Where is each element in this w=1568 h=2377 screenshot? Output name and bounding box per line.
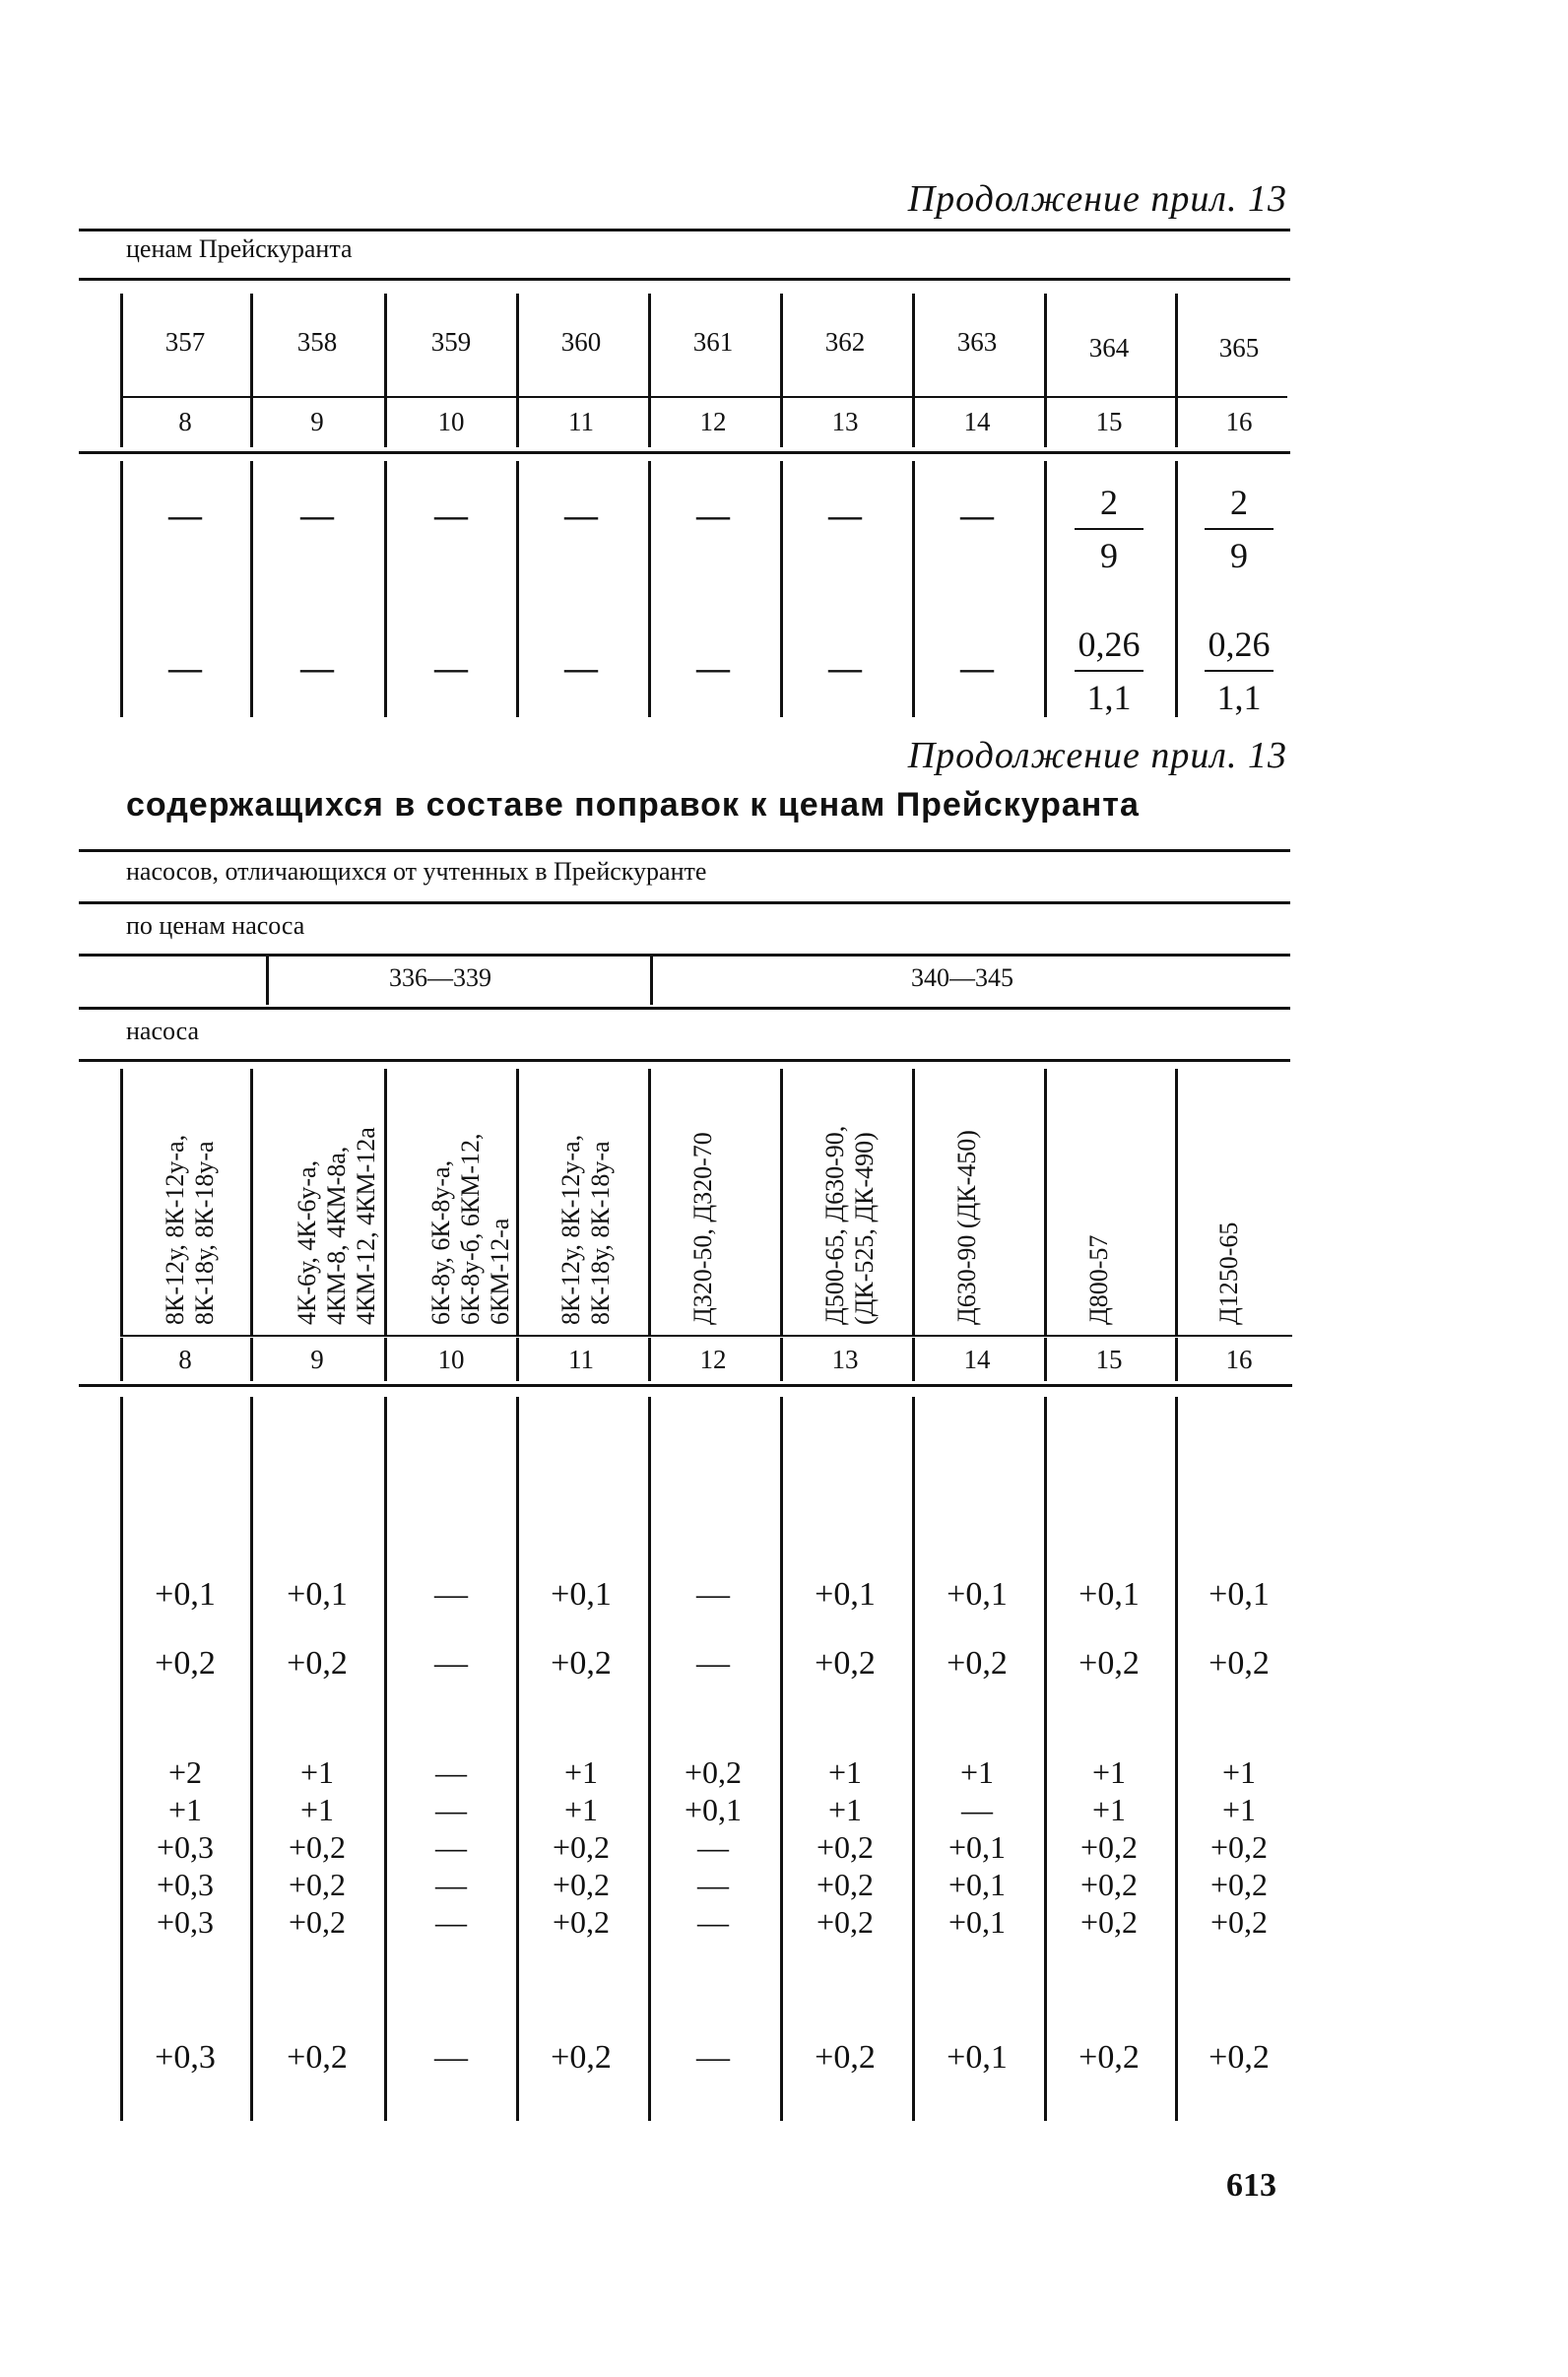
value-cell: — xyxy=(434,2039,468,2076)
rule xyxy=(516,461,519,717)
value-cell: +0,3 xyxy=(155,2039,216,2076)
rule xyxy=(120,1069,123,1335)
value-cell: +0,1 xyxy=(1078,1576,1140,1613)
rule xyxy=(780,294,783,397)
rule xyxy=(120,294,123,397)
rule xyxy=(780,398,783,447)
pump-name: Д630-90 (ДК-450) xyxy=(952,1130,981,1325)
rule xyxy=(120,1335,1292,1337)
dash-cell: — xyxy=(696,650,730,687)
fraction-cell xyxy=(1050,623,1168,719)
value-cell: +0,2 xyxy=(287,2039,348,2076)
column-number: 14 xyxy=(963,1345,991,1374)
rule xyxy=(250,294,253,397)
rule xyxy=(648,1069,651,1335)
value-cell: +0,2 xyxy=(155,1645,216,1682)
value-cell: — xyxy=(696,1645,730,1682)
rule xyxy=(648,461,651,717)
rule xyxy=(250,461,253,717)
section-title: содержащихся в составе поправок к ценам Прейскуранта xyxy=(126,786,1140,824)
subheader-price: по ценам насоса xyxy=(126,911,305,940)
column-number: 8 xyxy=(178,1345,192,1374)
value-cell: +0,2 xyxy=(551,2039,612,2076)
column-number: 9 xyxy=(310,1345,324,1374)
dash-cell: — xyxy=(168,650,202,687)
dash-cell: — xyxy=(434,650,468,687)
rule xyxy=(250,398,253,447)
rule xyxy=(516,1397,519,2121)
value-cell: +0,1 xyxy=(947,2039,1008,2076)
column-number: 13 xyxy=(831,407,859,436)
rule xyxy=(912,1338,915,1381)
rule xyxy=(79,1384,1292,1387)
rule xyxy=(1044,1338,1047,1381)
page-number: 613 xyxy=(1226,2167,1276,2204)
rule xyxy=(1175,1069,1178,1335)
rule xyxy=(384,1397,387,2121)
rule xyxy=(912,1397,915,2121)
denominator: 9 xyxy=(1230,536,1248,575)
rule xyxy=(912,398,915,447)
value-cell: — xyxy=(434,1645,468,1682)
rule xyxy=(648,294,651,397)
rule xyxy=(384,294,387,397)
item-number: 358 xyxy=(296,327,338,357)
rule xyxy=(250,1397,253,2121)
rule xyxy=(79,849,1290,852)
value-cell: +0,2 xyxy=(1078,1645,1140,1682)
fraction-cell xyxy=(1050,481,1168,577)
dash-cell: — xyxy=(564,650,598,687)
value-group-cell: +0,2 +0,1 — — — xyxy=(684,1754,743,1940)
column-number: 15 xyxy=(1095,1345,1123,1374)
rule xyxy=(250,1069,253,1335)
column-number: 9 xyxy=(310,407,324,436)
value-cell: +0,1 xyxy=(815,1576,876,1613)
rule xyxy=(516,294,519,397)
dash-cell: — xyxy=(168,497,202,534)
value-cell: +0,2 xyxy=(815,1645,876,1682)
column-number: 10 xyxy=(437,1345,465,1374)
column-number: 16 xyxy=(1225,407,1253,436)
dash-cell: — xyxy=(828,497,862,534)
item-number: 365 xyxy=(1218,333,1260,363)
rule xyxy=(516,1338,519,1381)
range-340-345: 340—345 xyxy=(911,963,1013,992)
rule xyxy=(648,1397,651,2121)
rule xyxy=(912,1069,915,1335)
rule xyxy=(516,1069,519,1335)
value-cell: +0,1 xyxy=(551,1576,612,1613)
pump-name: Д1250-65 xyxy=(1214,1222,1243,1325)
rule xyxy=(1044,1069,1047,1335)
rule xyxy=(648,398,651,447)
pump-name: Д320-50, Д320-70 xyxy=(688,1132,717,1325)
numerator: 0,26 xyxy=(1208,625,1271,664)
fraction-bar xyxy=(1075,528,1143,530)
value-cell: +0,1 xyxy=(287,1576,348,1613)
rule xyxy=(120,396,1287,398)
rule xyxy=(120,398,123,447)
item-number: 363 xyxy=(956,327,998,357)
rule xyxy=(120,1397,123,2121)
rule xyxy=(384,461,387,717)
value-group-cell: +1 +1 +0,2 +0,2 +0,2 xyxy=(816,1754,875,1940)
fraction-bar xyxy=(1075,670,1143,672)
value-group-cell: +1 +1 +0,2 +0,2 +0,2 xyxy=(1079,1754,1139,1940)
numerator: 0,26 xyxy=(1078,625,1141,664)
rule xyxy=(120,461,123,717)
rule xyxy=(648,1338,651,1381)
pump-name: Д500-65, Д630-90, (ДК-525, ДК-490) xyxy=(820,1125,879,1325)
dash-cell: — xyxy=(696,497,730,534)
rule xyxy=(79,954,1290,957)
rule xyxy=(912,461,915,717)
rule xyxy=(384,1069,387,1335)
rule xyxy=(79,1059,1290,1062)
rule xyxy=(1044,294,1047,397)
pump-name: 8К-12у, 8К-12у-а, 8К-18у, 8К-18у-а xyxy=(161,1134,219,1325)
item-number: 359 xyxy=(430,327,472,357)
subheader-pump: насоса xyxy=(126,1017,200,1045)
item-number: 362 xyxy=(824,327,866,357)
column-number: 16 xyxy=(1225,1345,1253,1374)
rule xyxy=(1175,1397,1178,2121)
column-number: 13 xyxy=(831,1345,859,1374)
rule xyxy=(1044,461,1047,717)
dash-cell: — xyxy=(434,497,468,534)
item-number: 364 xyxy=(1088,333,1130,363)
value-cell: +0,2 xyxy=(1209,1645,1270,1682)
value-cell: +0,1 xyxy=(1209,1576,1270,1613)
value-cell: +0,1 xyxy=(947,1576,1008,1613)
column-number: 14 xyxy=(963,407,991,436)
rule xyxy=(79,1007,1290,1010)
rule xyxy=(384,1338,387,1381)
rule xyxy=(1175,461,1178,717)
rule xyxy=(266,956,269,1005)
pump-name: 8К-12у, 8К-12у-а, 8К-18у, 8К-18у-а xyxy=(556,1134,615,1325)
rule xyxy=(1044,398,1047,447)
column-number: 12 xyxy=(699,1345,727,1374)
value-cell: — xyxy=(696,2039,730,2076)
rule xyxy=(120,1338,123,1381)
column-number: 8 xyxy=(178,407,192,436)
value-group-cell: +1 +1 +0,2 +0,2 +0,2 xyxy=(1209,1754,1269,1940)
rule xyxy=(780,461,783,717)
rule xyxy=(1044,1397,1047,2121)
rule xyxy=(516,398,519,447)
range-336-339: 336—339 xyxy=(389,963,491,992)
rule xyxy=(79,278,1290,281)
rule xyxy=(650,956,653,1005)
continuation-label-bottom: Продолжение прил. 13 xyxy=(907,735,1287,776)
rule xyxy=(250,1338,253,1381)
numerator: 2 xyxy=(1230,483,1248,522)
fraction-bar xyxy=(1205,528,1274,530)
column-number: 10 xyxy=(437,407,465,436)
value-cell: +0,2 xyxy=(815,2039,876,2076)
denominator: 9 xyxy=(1100,536,1118,575)
top-table-header: ценам Прейскуранта xyxy=(126,234,353,263)
column-number: 15 xyxy=(1095,407,1123,436)
rule xyxy=(780,1397,783,2121)
item-number: 360 xyxy=(560,327,602,357)
pump-name: Д800-57 xyxy=(1084,1234,1113,1325)
value-group-cell: +1 +1 +0,2 +0,2 +0,2 xyxy=(288,1754,347,1940)
denominator: 1,1 xyxy=(1086,678,1132,717)
fraction-bar xyxy=(1205,670,1274,672)
value-cell: — xyxy=(696,1576,730,1613)
rule xyxy=(1175,398,1178,447)
dash-cell: — xyxy=(960,497,994,534)
dash-cell: — xyxy=(300,497,334,534)
value-group-cell: +1 +1 +0,2 +0,2 +0,2 xyxy=(552,1754,611,1940)
item-number: 357 xyxy=(164,327,206,357)
column-number: 11 xyxy=(568,407,594,436)
value-group-cell: +2 +1 +0,3 +0,3 +0,3 xyxy=(156,1754,215,1940)
column-number: 11 xyxy=(568,1345,594,1374)
rule xyxy=(780,1069,783,1335)
value-cell: +0,2 xyxy=(1078,2039,1140,2076)
dash-cell: — xyxy=(564,497,598,534)
pump-name: 6К-8у, 6К-8у-а, 6К-8у-б, 6КМ-12, 6КМ-12-а xyxy=(426,1133,514,1325)
item-number: 361 xyxy=(692,327,734,357)
rule xyxy=(79,451,1290,454)
rule xyxy=(780,1338,783,1381)
value-cell: +0,2 xyxy=(1209,2039,1270,2076)
rule xyxy=(1175,1338,1178,1381)
dash-cell: — xyxy=(960,650,994,687)
rule xyxy=(1175,294,1178,397)
rule xyxy=(384,398,387,447)
value-cell: — xyxy=(434,1576,468,1613)
value-group-cell: — — — — — xyxy=(435,1754,467,1940)
fraction-cell xyxy=(1180,623,1298,719)
numerator: 2 xyxy=(1100,483,1118,522)
continuation-label-top: Продолжение прил. 13 xyxy=(907,178,1287,220)
rule xyxy=(79,901,1290,904)
dash-cell: — xyxy=(828,650,862,687)
rule xyxy=(912,294,915,397)
column-number: 12 xyxy=(699,407,727,436)
value-cell: +0,2 xyxy=(287,1645,348,1682)
pump-name: 4К-6у, 4К-6у-а, 4КМ-8, 4КМ-8а, 4КМ-12, 4КМ-12а xyxy=(293,1127,380,1325)
rule xyxy=(79,229,1290,231)
fraction-cell xyxy=(1180,481,1298,577)
value-cell: +0,2 xyxy=(551,1645,612,1682)
dash-cell: — xyxy=(300,650,334,687)
denominator: 1,1 xyxy=(1216,678,1262,717)
value-group-cell: +1 — +0,1 +0,1 +0,1 xyxy=(947,1754,1007,1940)
subheader-pumps: насосов, отличающихся от учтенных в Прейскуранте xyxy=(126,857,707,886)
value-cell: +0,2 xyxy=(947,1645,1008,1682)
value-cell: +0,1 xyxy=(155,1576,216,1613)
